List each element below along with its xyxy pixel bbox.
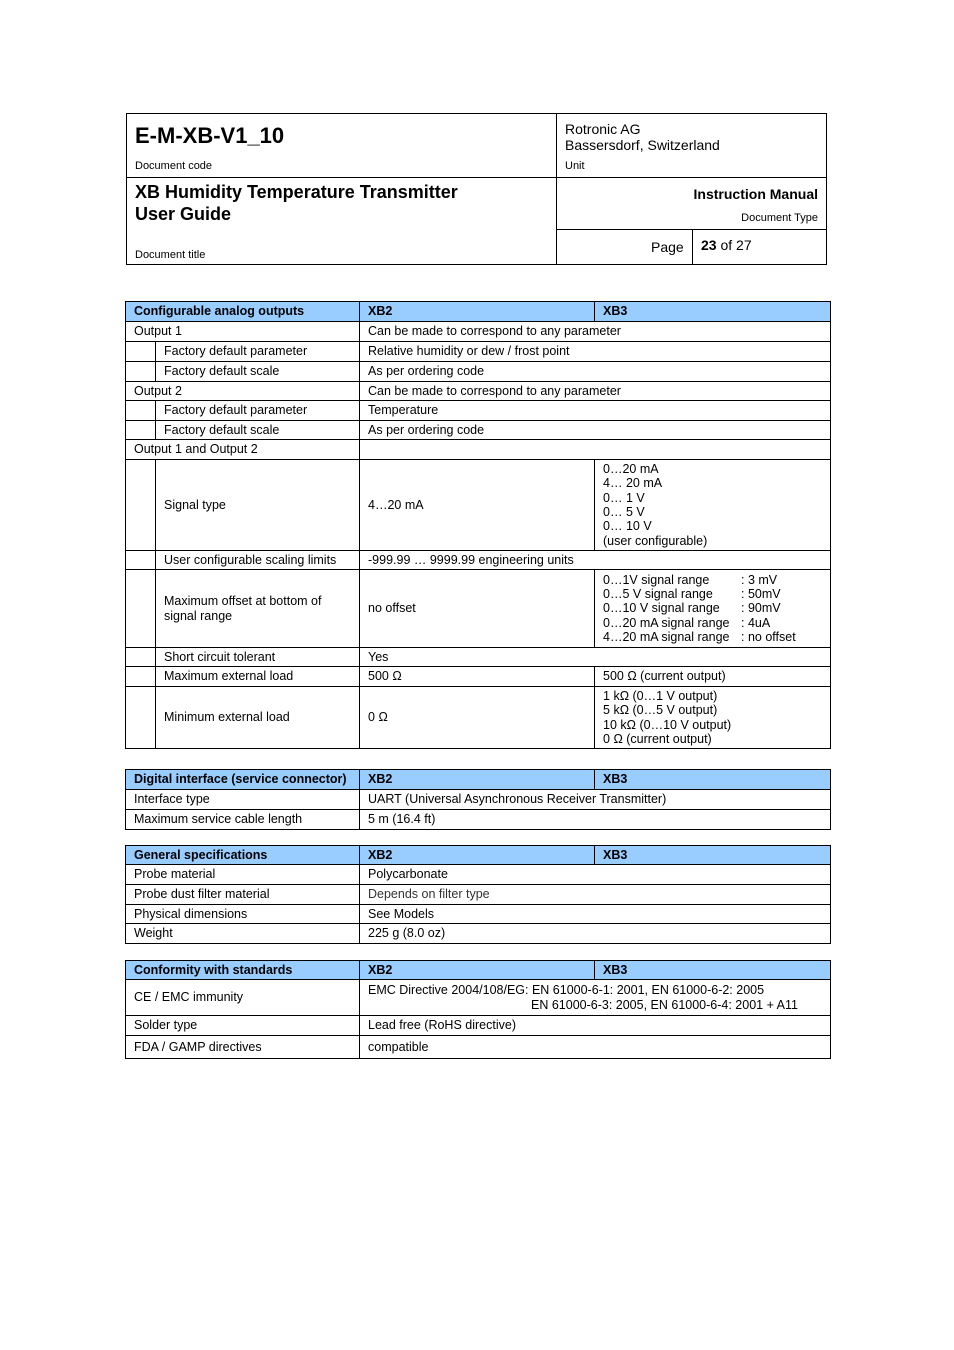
page-total: of 27 [720,237,752,253]
offset-range: 4…20 mA signal range [603,629,730,644]
header-cell: Conformity with standards [126,961,360,980]
row-label: Maximum external load [156,667,360,687]
general-specifications-table [125,845,831,944]
xb3-value: 500 Ω (current output) [595,667,831,687]
indent-cell [126,342,156,362]
header-cell-xb3: XB3 [595,770,831,790]
table-row [126,342,831,362]
digital-interface-table [125,769,831,830]
row-label: Output 1 [126,322,360,342]
indent-cell [126,667,156,687]
indent-cell [126,687,156,749]
table-row [126,460,831,551]
row-value: 5 m (16.4 ft) [360,810,831,830]
xb2-value: 500 Ω [360,667,595,687]
ce-line-2: EN 61000-6-3: 2005, EN 61000-6-4: 2001 + A11 [531,997,798,1012]
document-type: Instruction Manual [693,186,818,202]
row-value: compatible [360,1036,831,1059]
offset-value: : 3 mV [741,572,778,587]
offset-value: : 90mV [741,601,781,616]
row-value: -999.99 … 9999.99 engineering units [360,551,831,570]
table-row [126,421,831,440]
row-value: Can be made to correspond to any parameter [360,382,831,401]
header-cell-xb2: XB2 [360,770,595,790]
xb3-value: 0…20 mA 4… 20 mA 0… 1 V 0… 5 V 0… 10 V (user configurable) [595,460,831,551]
row-label: Minimum external load [156,687,360,749]
row-label: FDA / GAMP directives [126,1036,360,1059]
page-indicator [701,237,752,253]
row-value: Yes [360,648,831,667]
row-label: Probe material [126,865,360,885]
row-label: Output 1 and Output 2 [126,440,360,460]
row-value: Can be made to correspond to any parameter [360,322,831,342]
document-type-label: Document Type [741,212,818,224]
row-value: As per ordering code [360,421,831,440]
indent-cell [126,362,156,382]
header-cell-xb3: XB3 [595,961,831,980]
indent-cell [126,421,156,440]
row-label: Interface type [126,790,360,810]
company-location: Bassersdorf, Switzerland [565,137,720,153]
page-label: Page [651,239,684,255]
row-label: Maximum service cable length [126,810,360,830]
row-label: Solder type [126,1016,360,1036]
row-label: CE / EMC immunity [126,980,360,1016]
table-row [126,790,831,810]
ce-line-1: EMC Directive 2004/108/EG: EN 61000-6-1: 2001, EN 61000-6-2: 2005 [368,983,765,998]
row-value: UART (Universal Asynchronous Receiver Transmitter) [360,790,831,810]
header-cell-xb3: XB3 [595,846,831,865]
row-value: Temperature [360,401,831,421]
table-row [126,551,831,570]
row-value [360,980,831,1016]
document-title-line-2: User Guide [135,204,232,224]
document-title-label: Document title [135,249,206,261]
document-code-label: Document code [135,160,213,172]
document-title-line-1: XB Humidity Temperature Transmitter [135,182,458,202]
table-row [126,980,831,1016]
row-label: User configurable scaling limits [156,551,360,570]
table-row [126,865,831,885]
row-label: Factory default scale [156,362,360,382]
header-cell: Digital interface (service connector) [126,770,360,790]
table-row [126,810,831,830]
row-value: See Models [360,905,831,924]
header-cell: Configurable analog outputs [126,302,360,322]
indent-cell [126,648,156,667]
conformity-table [125,960,831,1059]
row-label: Factory default parameter [156,401,360,421]
table-row [126,905,831,924]
offset-range: 0…10 V signal range [603,601,720,616]
table-row [126,687,831,749]
offset-range: 0…20 mA signal range [603,615,730,630]
row-label: Signal type [156,460,360,551]
offset-value: : no offset [741,629,796,644]
table-row [126,1036,831,1059]
header-cell-xb2: XB2 [360,961,595,980]
analog-outputs-table [125,301,831,749]
divider [692,229,693,265]
xb2-value: 4…20 mA [360,460,595,551]
divider [127,177,827,178]
indent-cell [126,570,156,648]
indent-cell [126,551,156,570]
row-value: Lead free (RoHS directive) [360,1016,831,1036]
row-value-empty [360,440,831,460]
table-row [126,667,831,687]
xb3-value [595,570,831,648]
table-row [126,648,831,667]
page-number: 23 [701,237,717,253]
table-header-row [126,961,831,980]
row-label: Probe dust filter material [126,885,360,905]
table-row [126,924,831,944]
divider [556,114,557,265]
row-value: Depends on filter type [360,885,831,905]
table-header-row [126,302,831,322]
table-row [126,570,831,648]
unit-label: Unit [565,160,585,172]
indent-cell [126,460,156,551]
table-row [126,362,831,382]
table-row [126,440,831,460]
header-cell-xb2: XB2 [360,846,595,865]
table-row [126,322,831,342]
table-header-row [126,770,831,790]
xb2-value: no offset [360,570,595,648]
row-label: Physical dimensions [126,905,360,924]
table-row [126,1016,831,1036]
row-value: Relative humidity or dew / frost point [360,342,831,362]
row-value: 225 g (8.0 oz) [360,924,831,944]
offset-list [603,573,822,644]
header-cell: General specifications [126,846,360,865]
row-label: Short circuit tolerant [156,648,360,667]
table-row [126,401,831,421]
offset-value: : 4uA [741,615,771,630]
document-code: E-M-XB-V1_10 [135,123,285,148]
row-label: Weight [126,924,360,944]
document-header [126,113,827,265]
xb2-value: 0 Ω [360,687,595,749]
xb3-value: 1 kΩ (0…1 V output) 5 kΩ (0…5 V output) 10 kΩ (0…10 V output) 0 Ω (current output) [595,687,831,749]
table-header-row [126,846,831,865]
company-name: Rotronic AG [565,121,641,137]
table-row [126,885,831,905]
indent-cell [126,401,156,421]
header-cell-xb3: XB3 [595,302,831,322]
table-row [126,382,831,401]
row-label: Factory default parameter [156,342,360,362]
offset-range: 0…1V signal range [603,572,710,587]
row-value: As per ordering code [360,362,831,382]
row-label: Output 2 [126,382,360,401]
offset-range: 0…5 V signal range [603,587,713,602]
row-label: Factory default scale [156,421,360,440]
row-value: Polycarbonate [360,865,831,885]
row-label: Maximum offset at bottom of signal range [156,570,360,648]
header-cell-xb2: XB2 [360,302,595,322]
offset-value: : 50mV [741,587,781,602]
